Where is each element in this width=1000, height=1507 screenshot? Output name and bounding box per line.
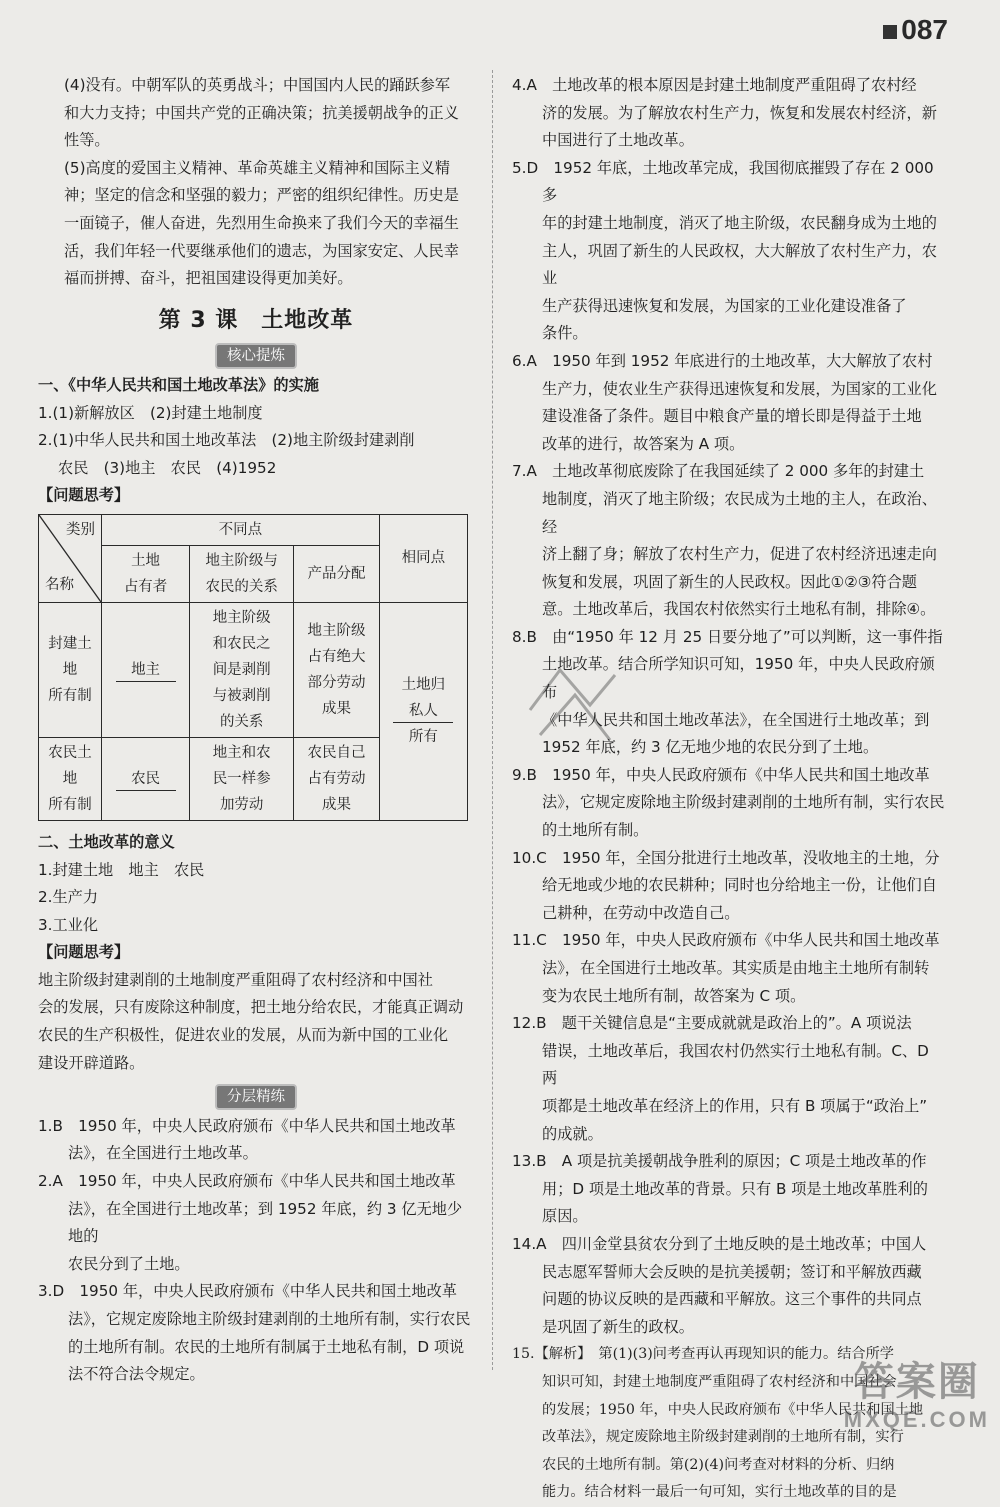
answer-6-cont: 生产力，使农业生产获得迅速恢复和发展，为国家的工业化 [542, 379, 937, 398]
thinking-text-line: 地主阶级封建剥削的土地制度严重阻碍了农村经济和中国社 [38, 970, 433, 989]
answer-7-cont: 意。土地改革后，我国农村依然实行土地私有制，排除④。 [542, 600, 936, 619]
answer-5-cont: 条件。 [542, 324, 588, 343]
answer-3-cont: 法》，它规定废除地主阶级封建剥削的土地所有制，实行农民 [68, 1310, 471, 1328]
answer-5-line: (5)高度的爱国主义精神、革命英雄主义精神和国际主义精 [64, 158, 451, 177]
right-column [512, 72, 948, 1507]
answer-5-line: 神；坚定的信念和坚强的毅力；严密的组织纪律性。历史是 [64, 186, 459, 205]
answer-5-cont: 主人，巩固了新生的人民政权，大大解放了农村生产力，农业 [542, 241, 937, 288]
header-relation: 地主阶级与 农民的关系 [190, 545, 294, 602]
answer-10-cont: 己耕种，在劳动中改造自己。 [542, 903, 740, 922]
section-2-answer-1: 1.封建土地 地主 农民 [38, 860, 205, 879]
answer-3-cont: 法不符合法令规定。 [68, 1365, 205, 1384]
answer-15-cont: 农民的土地所有制。第(2)(4)问考查对材料的分析、归纳 [542, 1456, 895, 1473]
answer-6-cont: 建设准备了条件。题目中粮食产量的增长即是得益于土地 [542, 407, 922, 426]
answer-10-cont: 给无地或少地的农民耕种；同时也分给地主一份，让他们自 [542, 876, 937, 895]
core-summary-label: 核心提炼 [215, 343, 297, 369]
answer-8-cont: 土地改革。结合所学知识可知，1950 年，中央人民政府颁布 [542, 655, 935, 702]
answer-11-cont: 变为农民土地所有制，故答案为 C 项。 [542, 986, 806, 1005]
answer-15-cont: 改革法》，规定废除地主阶级封建剥削的土地所有制，实行 [542, 1429, 904, 1446]
row-peasant-distribution: 农民自己 占有劳动 成果 [294, 737, 380, 820]
thinking-text-line: 会的发展，只有废除这种制度，把土地分给农民，才能真正调动 [38, 998, 464, 1017]
page-mark-icon [883, 25, 897, 39]
answer-12: 12.B 题干关键信息是“主要成就就是政治上的”。A 项说法 [512, 1014, 912, 1033]
answer-5-line: 福而拼搏、奋斗，把祖国建设得更加美好。 [64, 269, 353, 288]
header-differences: 不同点 [102, 514, 380, 545]
answer-14: 14.A 四川金堂县贫农分到了土地反映的是土地改革；中国人 [512, 1234, 927, 1253]
similarity-value: 土地归 私人 所有 [379, 602, 467, 820]
row-peasant-name: 农民土地 所有制 [39, 737, 102, 820]
answer-3-cont: 的土地所有制。农民的土地所有制属于土地私有制，D 项说 [68, 1337, 465, 1356]
answer-13-cont: 用；D 项是土地改革的背景。只有 B 项是土地改革胜利的 [542, 1179, 928, 1198]
section-1-heading: 一、《中华人民共和国土地改革法》的实施 [38, 375, 319, 394]
answer-4-line: 性等。 [64, 131, 110, 150]
row-feudal-distribution: 地主阶级 占有绝大 部分劳动 成果 [294, 602, 380, 737]
header-distribution: 产品分配 [294, 545, 380, 602]
stamp-mark-icon [520, 650, 630, 760]
answer-15: 15.【解析】 第(1)(3)问考查再认再现知识的能力。结合所学 [512, 1346, 894, 1363]
answer-5: 5.D 1952 年底，土地改革完成，我国彻底摧毁了存在 2 000 多 [512, 158, 934, 205]
section-1-answer-2: 2.(1)中华人民共和国土地改革法 (2)地主阶级封建剥削 [38, 431, 415, 450]
answer-8-cont: 1952 年底，约 3 亿无地少地的农民分到了土地。 [542, 738, 879, 757]
lesson-title: 第 3 课 土地改革 [158, 307, 354, 333]
answer-14-cont: 民志愿军誓师大会反映的是抗美援朝；签订和平解放西藏 [542, 1262, 922, 1281]
answer-2-cont: 农民分到了土地。 [68, 1254, 190, 1273]
header-similarity: 相同点 [379, 514, 467, 602]
section-2-heading: 二、土地改革的意义 [38, 832, 175, 851]
answer-1: 1.B 1950 年，中央人民政府颁布《中华人民共和国土地改革 [38, 1116, 456, 1135]
left-column [38, 72, 474, 1389]
question-thinking-heading: 【问题思考】 [38, 943, 130, 962]
answer-13-cont: 原因。 [542, 1207, 588, 1226]
answer-5-line: 活，我们年轻一代要继承他们的遗志，为国家安定、人民幸 [64, 241, 459, 260]
answer-4-line: (4)没有。中朝军队的英勇战斗；中国国内人民的踊跃参军 [64, 76, 451, 94]
answer-6: 6.A 1950 年到 1952 年底进行的土地改革，大大解放了农村 [512, 351, 933, 370]
section-1-answer-2-cont: 农民 (3)地主 农民 (4)1952 [58, 458, 277, 477]
column-divider [492, 70, 493, 1370]
answer-5-line: 一面镜子，催人奋进，先烈用生命换来了我们今天的幸福生 [64, 213, 459, 232]
answer-15-cont: 能力。结合材料一最后一句可知，实行土地改革的目的是 [542, 1484, 897, 1501]
header-land-owner: 土地 占有者 [102, 545, 190, 602]
answer-1-cont: 法》，在全国进行土地改革。 [68, 1144, 258, 1163]
page-number: 087 [883, 14, 948, 46]
layered-practice-label: 分层精练 [215, 1084, 297, 1110]
thinking-text-line: 农民的生产积极性，促进农业的发展，从而为新中国的工业化 [38, 1026, 449, 1045]
row-feudal-name: 封建土地 所有制 [39, 602, 102, 737]
answer-12-cont: 错误，土地改革后，我国农村仍然实行土地私有制。C、D 两 [542, 1041, 929, 1088]
thinking-text-line: 建设开辟道路。 [38, 1053, 145, 1072]
answer-14-cont: 是巩固了新生的政权。 [542, 1317, 694, 1336]
watermark-logo: 答案圈 MXQE.COM [843, 1360, 990, 1432]
answer-4-cont: 济的发展。为了解放农村生产力，恢复和发展农村经济，新 [542, 103, 937, 122]
section-2-answer-3: 3.工业化 [38, 915, 99, 934]
answer-4: 4.A 土地改革的根本原因是封建土地制度严重阻碍了农村经 [512, 76, 917, 94]
answer-9: 9.B 1950 年，中央人民政府颁布《中华人民共和国土地改革 [512, 765, 930, 784]
answer-13: 13.B A 项是抗美援朝战争胜利的原因；C 项是土地改革的作 [512, 1152, 927, 1171]
answer-9-cont: 法》，它规定废除地主阶级封建剥削的土地所有制，实行农民 [542, 793, 945, 812]
header-name: 名称 [45, 576, 74, 593]
section-2-answer-2: 2.生产力 [38, 888, 99, 907]
answer-7-cont: 济上翻了身；解放了农村生产力，促进了农村经济迅速走向 [542, 545, 937, 564]
answer-2: 2.A 1950 年，中央人民政府颁布《中华人民共和国土地改革 [38, 1172, 456, 1191]
answer-5-cont: 年的封建土地制度，消灭了地主阶级，农民翻身成为土地的 [542, 213, 937, 232]
answer-4-cont: 中国进行了土地改革。 [542, 131, 694, 150]
answer-5-cont: 生产获得迅速恢复和发展，为国家的工业化建设准备了 [542, 296, 907, 315]
row-feudal-owner: 地主 [102, 602, 190, 737]
question-thinking-heading: 【问题思考】 [38, 486, 130, 505]
header-category: 类别 [66, 521, 95, 538]
answer-6-cont: 改革的进行，故答案为 A 项。 [542, 434, 745, 453]
answer-12-cont: 项都是土地改革在经济上的作用，只有 B 项属于“政治上” [542, 1096, 928, 1115]
answer-8-cont: 《中华人民共和国土地改革法》，在全国进行土地改革；到 [542, 710, 930, 729]
answer-4-line: 和大力支持；中国共产党的正确决策；抗美援朝战争的正义 [64, 103, 459, 122]
answer-9-cont: 的土地所有制。 [542, 821, 649, 840]
answer-14-cont: 问题的协议反映的是西藏和平解放。这三个事件的共同点 [542, 1290, 922, 1309]
answer-15-cont: 知识可知，封建土地制度严重阻碍了农村经济和中国社会 [542, 1373, 897, 1390]
comparison-table [38, 514, 468, 821]
answer-12-cont: 的成就。 [542, 1124, 603, 1143]
answer-3: 3.D 1950 年，中央人民政府颁布《中华人民共和国土地改革 [38, 1282, 457, 1301]
row-feudal-relation: 地主阶级 和农民之 间是剥削 与被剥削 的关系 [190, 602, 294, 737]
answer-11-cont: 法》，在全国进行土地改革。其实质是由地主土地所有制转 [542, 959, 930, 977]
answer-10: 10.C 1950 年，全国分批进行土地改革，没收地主的土地，分 [512, 848, 940, 867]
section-1-answer-1: 1.(1)新解放区 (2)封建土地制度 [38, 403, 263, 422]
answer-7-cont: 恢复和发展，巩固了新生的人民政权。因此①②③符合题 [542, 572, 917, 591]
answer-2-cont: 法》，在全国进行土地改革；到 1952 年底，约 3 亿无地少地的 [68, 1199, 463, 1246]
answer-15-cont: 的发展；1950 年，中央人民政府颁布《中华人民共和国土地 [542, 1401, 924, 1418]
answer-7-cont: 地制度，消灭了地主阶级；农民成为土地的主人，在政治、经 [542, 489, 937, 536]
answer-7: 7.A 土地改革彻底废除了在我国延续了 2 000 多年的封建土 [512, 462, 925, 481]
row-peasant-owner: 农民 [102, 737, 190, 820]
answer-11: 11.C 1950 年，中央人民政府颁布《中华人民共和国土地改革 [512, 931, 940, 950]
row-peasant-relation: 地主和农 民一样参 加劳动 [190, 737, 294, 820]
answer-8: 8.B 由“1950 年 12 月 25 日要分地了”可以判断，这一事件指 [512, 627, 943, 646]
diagonal-header-cell [39, 514, 102, 602]
